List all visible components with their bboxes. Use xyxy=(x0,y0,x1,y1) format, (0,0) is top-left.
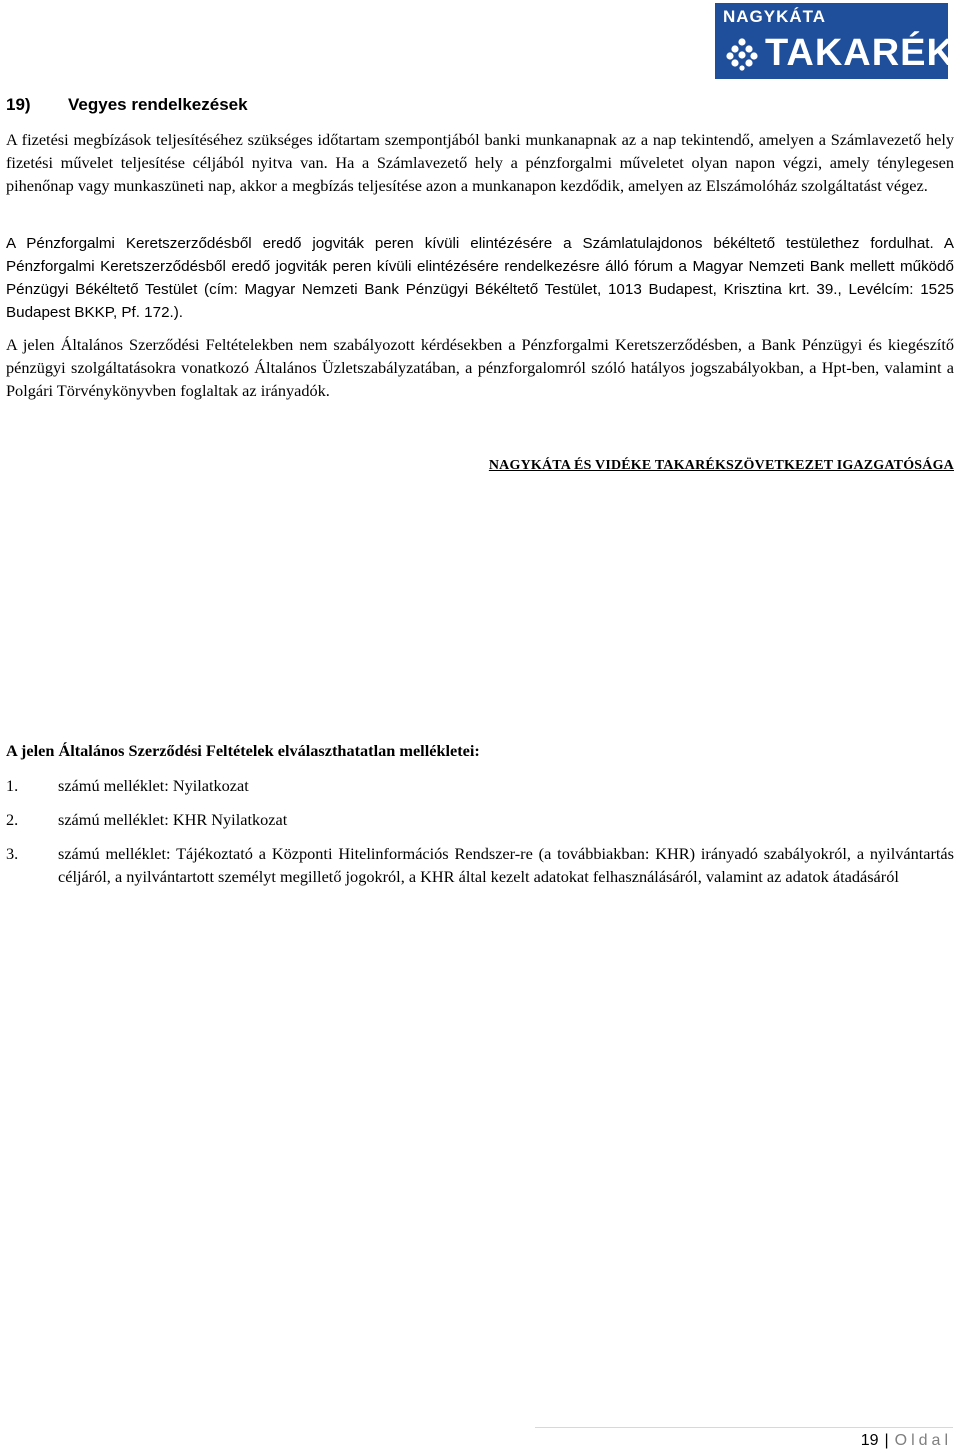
annex-number: 1. xyxy=(6,776,19,795)
signature-block: NAGYKÁTA ÉS VIDÉKE TAKARÉKSZÖVETKEZET IGAZGATÓSÁGA xyxy=(488,458,954,473)
footer-separator: | xyxy=(884,1432,889,1449)
diamond-dots-icon xyxy=(725,37,759,71)
annex-item xyxy=(6,775,954,798)
section-number: 19) xyxy=(6,95,31,114)
section-heading xyxy=(6,95,248,115)
page-label: Oldal xyxy=(894,1432,952,1449)
annex-text: számú melléklet: KHR Nyilatkozat xyxy=(58,810,288,829)
annex-item xyxy=(6,843,954,888)
paragraph-dispute-resolution: A Pénzforgalmi Keretszerződésből eredő jogviták peren kívüli elintézésére a Számlatulajdonos békéltető testülethez fordulhat. A Pénzforgalmi Keretszerződésből eredő jogviták peren kívüli elintézésére rendelkezésre álló fórum a Magyar Nemzeti Bank mellett működő Pénzügyi Békéltető Testület (cím: Magyar Nemzeti Bank Pénzügyi Békéltető Testület, 1013 Budapest, Krisztina krt. 39., Levélcím: 1525 Budapest BKKP, Pf. 172.). xyxy=(6,235,954,321)
section-title: Vegyes rendelkezések xyxy=(68,95,248,114)
annex-text: számú melléklet: Tájékoztató a Központi Hitelinformációs Rendszer-re (a továbbiakban: KHR) irányadó szabályokról, a nyilvántartás céljáról, a nyilvántartott személyt megillető jogokról, a KHR által kezelt adatokat felhasználásáról, valamint az adatok átadásáról xyxy=(58,844,954,886)
page-number: 19 xyxy=(860,1432,879,1449)
annex-text: számú melléklet: Nyilatkozat xyxy=(58,776,249,795)
annex-number: 3. xyxy=(6,844,19,863)
footer-divider xyxy=(535,1427,953,1428)
logo-top-text: NAGYKÁTA xyxy=(723,7,827,26)
paragraph-business-days: A fizetési megbízások teljesítéséhez szükséges időtartam szempontjából banki munkanapnak az a nap tekintendő, amelyen a Számlavezető hely fizetési művelet teljesítése céljából nyitva van. Ha a Számlavezető hely a pénzforgalmi műveletet olyan napon végzi, amely ténylegesen pihenőnap vagy munkaszüneti nap, akkor a megbízás teljesítése azon a munkanapon kezdődik, amelyen az Elszámolóház szolgáltatást végez. xyxy=(6,130,954,195)
paragraph-governing-rules: A jelen Általános Szerződési Feltételekben nem szabályozott kérdésekben a Pénzforgalmi Keretszerződésben, a Bank Pénzügyi és kiegészítő pénzügyi szolgáltatásokra vonatkozó Általános Üzletszabályzatában, a pénzforgalomról szóló hatályos jogszabályokban, a Hpt-ben, valamint a Polgári Törvénykönyvben foglaltak az irányadók. xyxy=(6,335,954,400)
annex-item xyxy=(6,809,954,832)
logo-bottom-text: TAKARÉK xyxy=(765,32,955,74)
annex-number: 2. xyxy=(6,810,19,829)
takarek-logo xyxy=(715,3,955,79)
annex-list-title: A jelen Általános Szerződési Feltételek elválaszthatatlan mellékletei: xyxy=(6,741,480,760)
page-footer xyxy=(861,1432,952,1450)
